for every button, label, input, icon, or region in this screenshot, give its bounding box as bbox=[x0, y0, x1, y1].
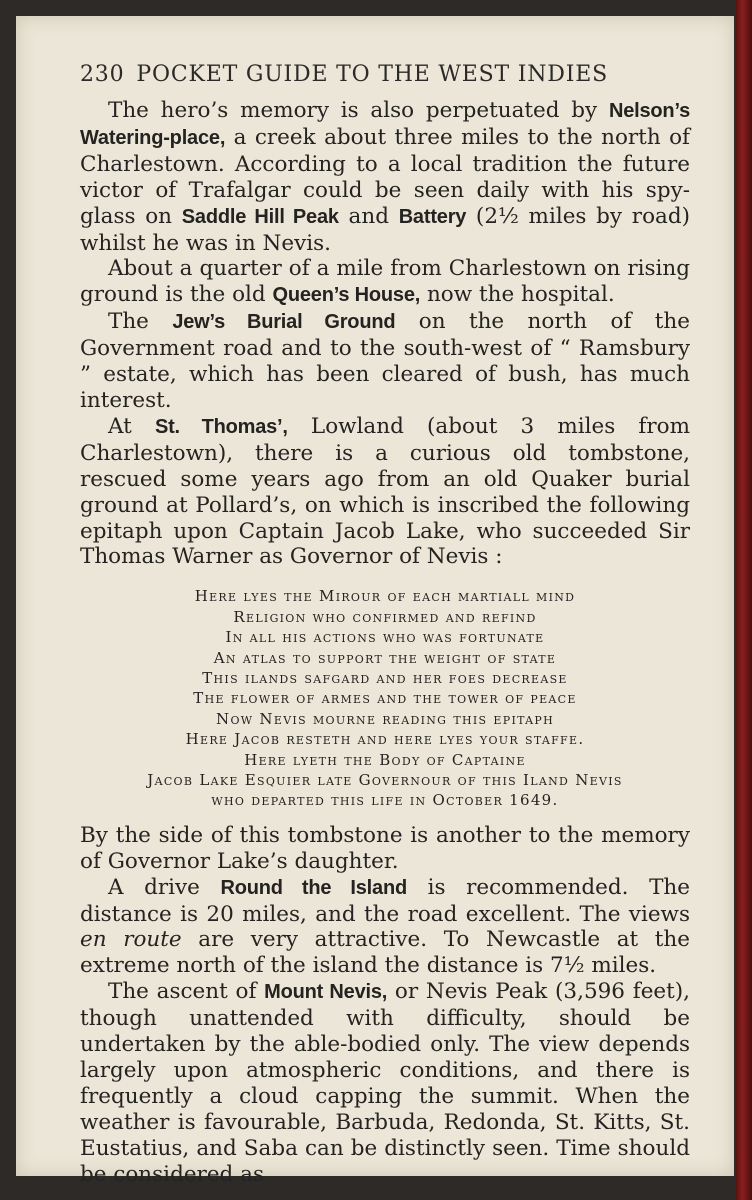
paragraph-nelsons-watering-place bbox=[80, 98, 690, 256]
epitaph-line: Now Nevis mourne reading this epitaph bbox=[216, 709, 554, 728]
paragraph-round-the-island bbox=[80, 875, 690, 980]
running-header bbox=[80, 62, 608, 87]
page-body-text bbox=[80, 98, 690, 1187]
epitaph-inscription bbox=[80, 586, 690, 810]
place-name-bold: Round the Island bbox=[220, 876, 407, 899]
paragraph-mount-nevis bbox=[80, 979, 690, 1187]
epitaph-line: Religion who confirmed and refind bbox=[233, 607, 537, 626]
epitaph-line: Here lyeth the Body of Captaine bbox=[244, 750, 526, 769]
text-run: The bbox=[108, 309, 173, 335]
epitaph-line: Jacob Lake Esquier late Governour of this Iland Nevis bbox=[147, 770, 623, 789]
place-name-bold: Mount Nevis, bbox=[264, 981, 388, 1004]
running-title: POCKET GUIDE TO THE WEST INDIES bbox=[136, 62, 608, 87]
page-number: 230 bbox=[80, 62, 125, 87]
text-run: About a quarter of a mile from Charlestown on rising ground is the old bbox=[80, 256, 690, 308]
paragraph-jews-burial-ground bbox=[80, 309, 690, 414]
place-name-bold: Nelson’s Watering-place, bbox=[80, 100, 690, 149]
text-run: A drive bbox=[108, 874, 221, 900]
paragraph-queens-house bbox=[80, 256, 690, 309]
place-name-bold: Jew’s Burial Ground bbox=[172, 311, 396, 334]
book-spine-edge bbox=[736, 0, 752, 1200]
text-run: At bbox=[108, 413, 155, 439]
epitaph-line: Here lyes the Mirour of each martiall mind bbox=[194, 587, 576, 606]
epitaph-line: In all his actions who was fortunate bbox=[225, 628, 545, 647]
text-run: now the hospital. bbox=[420, 282, 615, 308]
text-run: on the north of the Government road and to the south-west of “ Ramsbury ” estate, which has been cleared of bush, has much interest. bbox=[80, 309, 690, 413]
italic-phrase: en route bbox=[80, 927, 182, 953]
place-name-bold: Saddle Hill Peak bbox=[181, 205, 339, 228]
place-name-bold: Battery bbox=[398, 205, 467, 228]
text-run: a creek about three miles to the north of Charlestown. According to a local tradition the future victor of Trafalgar could be seen daily with his spy-glass on bbox=[80, 124, 690, 229]
paragraph-governor-lakes-daughter bbox=[80, 823, 690, 875]
place-name-bold: St. Thomas’, bbox=[154, 415, 288, 438]
text-run: are very attractive. To Newcastle at the extreme north of the island the distance is 7½ miles. bbox=[80, 927, 690, 979]
epitaph-line: The flower of armes and the tower of peace bbox=[193, 689, 577, 708]
place-name-bold: Queen’s House, bbox=[272, 284, 421, 307]
text-run: is recommended. The distance is 20 miles, and the road excellent. The views bbox=[80, 874, 690, 927]
paragraph-st-thomas bbox=[80, 414, 690, 570]
text-run: or Nevis Peak (3,596 feet), though unattended with difficulty, should be undertaken by the able-bodied only. The view depends largely upon atmospheric conditions, and there is frequently a cloud capping the summit. When the weather is favourable, Barbuda, Redonda, St. Kitts, St. Eustatius, and Saba can be distinctly seen. Time should be considered as bbox=[80, 979, 690, 1187]
epitaph-line: who departed this life in October 1649. bbox=[211, 791, 559, 810]
text-run: The ascent of bbox=[108, 979, 265, 1005]
text-run: (2½ miles by road) whilst he was in Nevis. bbox=[80, 203, 690, 256]
epitaph-line: This ilands safgard and her foes decrease bbox=[202, 668, 568, 687]
text-run: Lowland (about 3 miles from Charlestown), there is a curious old tombstone, rescued some years ago from an old Quaker burial ground at Pollard’s, on which is inscribed the following epitaph upon Captain Jacob Lake, who succeeded Sir Thomas Warner as Governor of Nevis : bbox=[80, 413, 690, 570]
text-run: By the side of this tombstone is another to the memory of Governor Lake’s daughter. bbox=[80, 822, 690, 874]
text-run: The hero’s memory is also perpetuated by bbox=[108, 98, 609, 123]
epitaph-line: An atlas to support the weight of state bbox=[213, 648, 557, 667]
text-run: and bbox=[338, 203, 399, 229]
epitaph-line: Here Jacob resteth and here lyes your staffe. bbox=[185, 730, 585, 749]
